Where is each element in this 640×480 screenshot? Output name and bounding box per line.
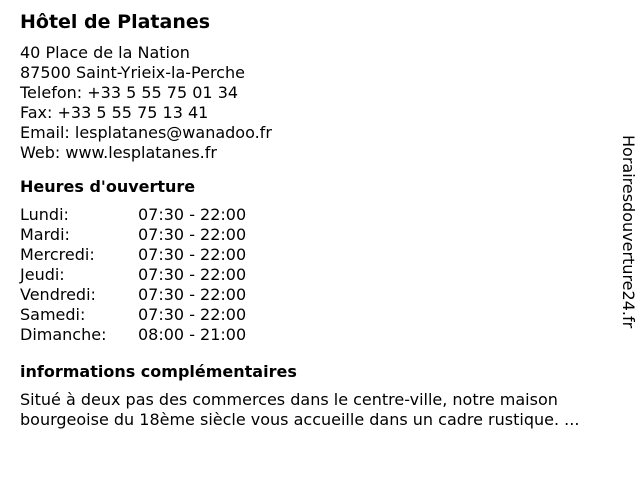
day-label: Mercredi: [20, 245, 95, 264]
day-hours: 07:30 - 22:00 [138, 265, 247, 284]
hours-row-monday [20, 205, 610, 225]
phone-row [20, 83, 610, 103]
hours-heading: Heures d'ouverture [20, 177, 196, 196]
hours-row-friday [20, 285, 610, 305]
day-hours: 07:30 - 22:00 [138, 205, 247, 224]
day-label: Lundi: [20, 205, 69, 224]
web-value: www.lesplatanes.fr [65, 143, 217, 162]
hours-row-wednesday [20, 245, 610, 265]
day-hours: 07:30 - 22:00 [138, 285, 247, 304]
hours-row-thursday [20, 265, 610, 285]
hours-table [20, 205, 610, 345]
email-row [20, 123, 610, 143]
info-description: Situé à deux pas des commerces dans le centre-ville, notre maison bourgeoise du 18ème siècle vous accueille dans un cadre rustique. ... [20, 390, 580, 429]
day-hours: 07:30 - 22:00 [138, 225, 247, 244]
hours-row-saturday [20, 305, 610, 325]
email-value: lesplatanes@wanadoo.fr [74, 123, 272, 142]
address-line-city: 87500 Saint-Yrieix-la-Perche [20, 63, 245, 82]
info-heading: informations complémentaires [20, 362, 297, 381]
web-label: Web: [20, 143, 61, 162]
web-row [20, 143, 610, 163]
day-label: Mardi: [20, 225, 70, 244]
fax-label: Fax: [20, 103, 53, 122]
fax-value: +33 5 55 75 13 41 [57, 103, 209, 122]
phone-label: Telefon: [20, 83, 83, 102]
email-label: Email: [20, 123, 70, 142]
day-label: Samedi: [20, 305, 86, 324]
day-hours: 07:30 - 22:00 [138, 305, 247, 324]
hours-row-tuesday [20, 225, 610, 245]
hours-row-sunday [20, 325, 610, 345]
day-label: Vendredi: [20, 285, 96, 304]
day-label: Dimanche: [20, 325, 107, 344]
site-watermark: Horairesdouverture24.fr [619, 135, 638, 329]
fax-row [20, 103, 610, 123]
business-card [20, 10, 610, 430]
day-hours: 08:00 - 21:00 [138, 325, 247, 344]
business-name: Hôtel de Platanes [20, 11, 211, 33]
day-hours: 07:30 - 22:00 [138, 245, 247, 264]
phone-value: +33 5 55 75 01 34 [87, 83, 239, 102]
address-line-street: 40 Place de la Nation [20, 43, 190, 62]
day-label: Jeudi: [20, 265, 65, 284]
